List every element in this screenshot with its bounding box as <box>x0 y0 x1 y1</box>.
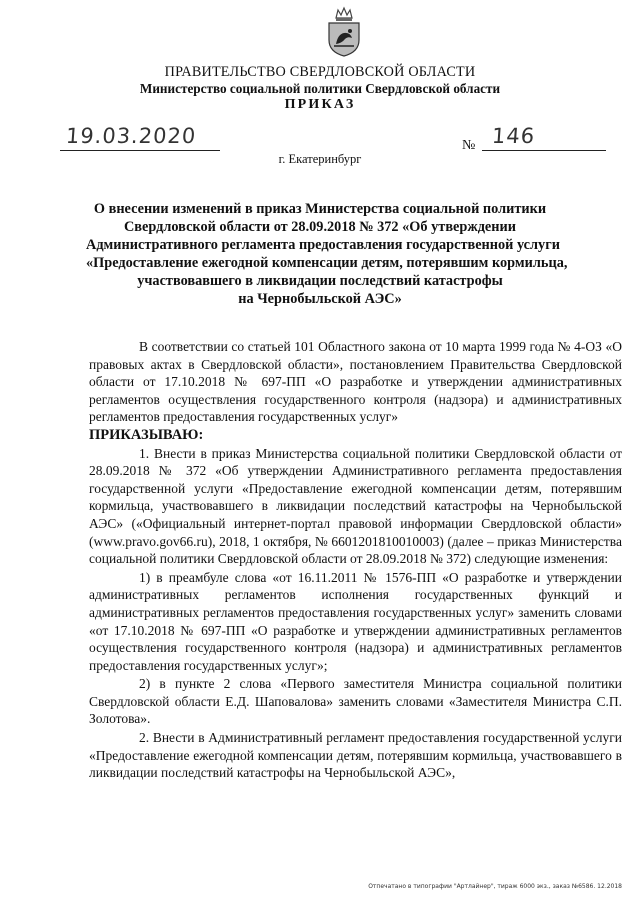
item-1-1-paragraph: 1) в преамбуле слова «от 16.11.2011 № 1576-ПП «О разработке и утверждении административных регламентов исполнения государственных функций и административных регламентов предоставления государственных услуг» заменить словами «от 17.10.2018 № 697-ПП «О разработке и утверждении административных регламентов осуществления государственного контроля (надзора) и административных регламентов предоставления государственных услуг»; <box>89 569 622 673</box>
government-name: ПРАВИТЕЛЬСТВО СВЕРДЛОВСКОЙ ОБЛАСТИ <box>164 64 476 80</box>
city: г. Екатеринбург <box>278 152 362 166</box>
ministry-name: Министерство социальной политики Свердловской области <box>139 81 501 96</box>
document-type: ПРИКАЗ <box>284 97 356 112</box>
decree-heading: ПРИКАЗЫВАЮ: <box>89 426 204 443</box>
document-body <box>89 338 622 783</box>
title-line: Административного регламента предоставления государственной услуги <box>86 237 560 253</box>
coat-of-arms-icon <box>326 6 362 58</box>
item-1-2-paragraph: 2) в пункте 2 слова «Первого заместителя Министра социальной политики Свердловской области Е.Д. Шаповалова» заменить словами «Заместителя Министра С.П. Золотова». <box>89 676 622 727</box>
title-line: Свердловской области от 28.09.2018 № 372 «Об утверждении <box>123 219 516 235</box>
number-sign: № <box>462 138 476 153</box>
title-line: О внесении изменений в приказ Министерства социальной политики <box>93 201 547 217</box>
number-underline <box>482 150 606 151</box>
handwritten-number: 146 <box>491 124 536 148</box>
title-line: «Предоставление ежегодной компенсации детям, потерявшим кормильца, <box>86 255 568 271</box>
document-title <box>86 200 568 308</box>
title-line: на Чернобыльской АЭС» <box>238 291 402 307</box>
title-line: участвовавшего в ликвидации последствий катастрофы <box>137 273 503 289</box>
print-imprint: Отпечатано в типографии "Артлайнер", тираж 6000 экз., заказ №6586. 12.2018 <box>368 883 622 890</box>
date-underline <box>60 150 220 151</box>
handwritten-date: 19.03.2020 <box>65 124 198 148</box>
item-1-paragraph: 1. Внести в приказ Министерства социальной политики Свердловской области от 28.09.2018 № 372 «Об утверждении Административного регламента предоставления государственной услуги «Предоставление ежегодной компенсации детям, потерявшим кормильца, участвовавшего в ликвидации последствий катастрофы на Чернобыльской АЭС» («Официальный интернет-портал правовой информации Свердловской области» (www.pravo.gov66.ru), 2018, 1 октября, № 6601201810010003) (далее – приказ Министерства социальной политики Свердловской области от 28.09.2018 № 372) следующие изменения: <box>89 445 622 567</box>
preamble-paragraph: В соответствии со статьей 101 Областного закона от 10 марта 1999 года № 4-ОЗ «О правовых актах в Свердловской области», постановлением Правительства Свердловской области от 17.10.2018 № 697-ПП «О разработке и утверждении административных регламентов осуществления государственного контроля (надзора) и административных регламентов предоставления государственных услуг» <box>89 339 622 425</box>
item-2-paragraph: 2. Внести в Административный регламент предоставления государственной услуги «Предоставление ежегодной компенсации детям, потерявшим кормильца, участвовавшего в ликвидации последствий катастрофы на Чернобыльской АЭС», <box>89 730 622 781</box>
